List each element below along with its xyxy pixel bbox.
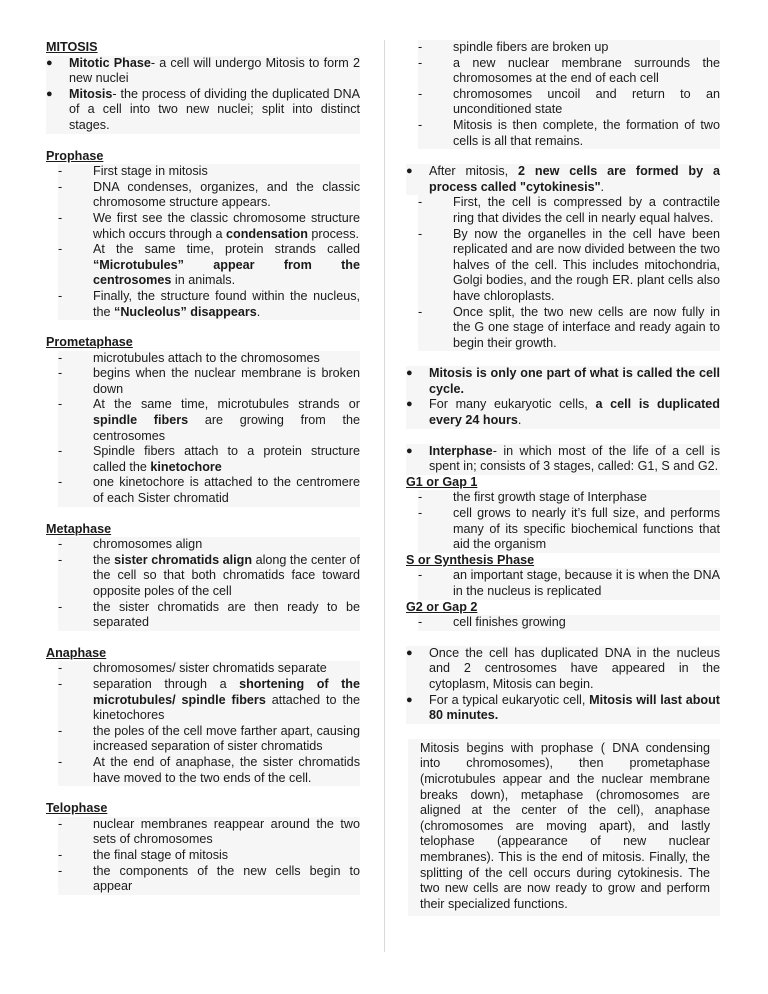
- metaphase-section: [46, 522, 360, 631]
- telophase-continued: [406, 40, 720, 149]
- list-item: - begins when the nuclear membrane is broken down: [58, 366, 360, 397]
- list-item: - separation through a shortening of the microtubules/ spindle fibers attached to the kinetochores: [58, 677, 360, 724]
- section-heading: Prometaphase: [46, 335, 133, 350]
- list-item: - microtubules attach to the chromosomes: [58, 351, 360, 367]
- list-item: ● For many eukaryotic cells, a cell is duplicated every 24 hours.: [406, 397, 720, 428]
- list-item: - chromosomes/ sister chromatids separate: [58, 661, 360, 677]
- list-item: - a new nuclear membrane surrounds the chromosomes at the end of each cell: [418, 56, 720, 87]
- list-item: ● Once the cell has duplicated DNA in the nucleus and 2 centrosomes have appeared in the cytoplasm, Mitosis can begin.: [406, 646, 720, 693]
- list-item: ● Mitotic Phase- a cell will undergo Mitosis to form 2 new nuclei: [46, 56, 360, 87]
- mitosis-section: [46, 40, 360, 134]
- section-heading: G2 or Gap 2: [406, 599, 478, 614]
- list-item: - cell finishes growing: [418, 615, 720, 631]
- section-heading: G1 or Gap 1: [406, 474, 478, 489]
- list-item: - Finally, the structure found within the nucleus, the “Nucleolus” disappears.: [58, 289, 360, 320]
- list-item: - At the same time, microtubules strands or spindle fibers are growing from the centrosomes: [58, 397, 360, 444]
- list-item: - chromosomes align: [58, 537, 360, 553]
- list-item: - chromosomes uncoil and return to an unconditioned state: [418, 87, 720, 118]
- list-item: - the final stage of mitosis: [58, 848, 360, 864]
- list-item: - Once split, the two new cells are now fully in the G one stage of interface and ready again to begin their growth.: [418, 305, 720, 352]
- list-item: ● Interphase- in which most of the life of a cell is spent in; consists of 3 stages, called: G1, S and G2.: [406, 444, 720, 475]
- list-item: - First stage in mitosis: [58, 164, 360, 180]
- column-divider: [384, 40, 385, 952]
- section-heading: Prophase: [46, 148, 104, 163]
- section-heading: Telophase: [46, 801, 108, 816]
- page-title: MITOSIS: [46, 40, 98, 54]
- list-item: - the sister chromatids align along the center of the cell so that both chromatids face toward opposite poles of the cell: [58, 553, 360, 600]
- list-item: ● After mitosis, 2 new cells are formed by a process called "cytokinesis".: [406, 164, 720, 195]
- telophase-section: [46, 801, 360, 895]
- summary-paragraph: Mitosis begins with prophase ( DNA condensing into chromosomes), then prometaphase (microtubules appear and the nuclear membrane breaks down), metaphase (chromosomes are aligned at the center of the cell), anaphase (chromosomes are moving apart), and lastly telophase (appearance of new nuclear membranes). This is the end of mitosis. Finally, the splitting of the cell occurs during cytokinesis. The two new cells are now ready to grow and perform their specialized functions.: [408, 739, 720, 917]
- list-item: - At the same time, protein strands called “Microtubules” appear from the centrosomes in animals.: [58, 242, 360, 289]
- list-item: ● Mitosis- the process of dividing the duplicated DNA of a cell into two new nuclei; split into distinct stages.: [46, 87, 360, 134]
- section-heading: Metaphase: [46, 521, 112, 536]
- anaphase-section: [46, 646, 360, 786]
- list-item: - an important stage, because it is when the DNA in the nucleus is replicated: [418, 568, 720, 599]
- list-item: - nuclear membranes reappear around the two sets of chromosomes: [58, 817, 360, 848]
- list-item: ● Mitosis is only one part of what is called the cell cycle.: [406, 366, 720, 397]
- list-item: - cell grows to nearly it’s full size, and performs many of its specific biochemical functions that aid the organism: [418, 506, 720, 553]
- timing-section: [406, 646, 720, 724]
- cell-cycle-section: [406, 366, 720, 428]
- list-item: - Mitosis is then complete, the formation of two cells is all that remains.: [418, 118, 720, 149]
- list-item: - Spindle fibers attach to a protein structure called the kinetochore: [58, 444, 360, 475]
- list-item: - one kinetochore is attached to the centromere of each Sister chromatid: [58, 475, 360, 506]
- list-item: - spindle fibers are broken up: [418, 40, 720, 56]
- section-heading: Anaphase: [46, 645, 107, 660]
- list-item: - DNA condenses, organizes, and the classic chromosome structure appears.: [58, 180, 360, 211]
- cytokinesis-section: [406, 164, 720, 351]
- prophase-section: [46, 149, 360, 321]
- list-item: - the first growth stage of Interphase: [418, 490, 720, 506]
- list-item: - First, the cell is compressed by a contractile ring that divides the cell in nearly equal halves.: [418, 195, 720, 226]
- list-item: - the poles of the cell move farther apart, causing increased separation of sister chromatids: [58, 724, 360, 755]
- left-column: [46, 40, 360, 895]
- list-item: - the components of the new cells begin to appear: [58, 864, 360, 895]
- list-item: - the sister chromatids are then ready to be separated: [58, 600, 360, 631]
- list-item: - By now the organelles in the cell have been replicated and are now divided between the two halves of the cell. This includes mitochondria, Golgi bodies, and the rough ER. plant cells also have chloroplasts.: [418, 227, 720, 305]
- list-item: - At the end of anaphase, the sister chromatids have moved to the two ends of the cell.: [58, 755, 360, 786]
- list-item: - We first see the classic chromosome structure which occurs through a condensation process.: [58, 211, 360, 242]
- interphase-section: [406, 444, 720, 631]
- right-column: [406, 40, 720, 916]
- prometaphase-section: [46, 335, 360, 507]
- list-item: ● For a typical eukaryotic cell, Mitosis will last about 80 minutes.: [406, 693, 720, 724]
- section-heading: S or Synthesis Phase: [406, 552, 535, 567]
